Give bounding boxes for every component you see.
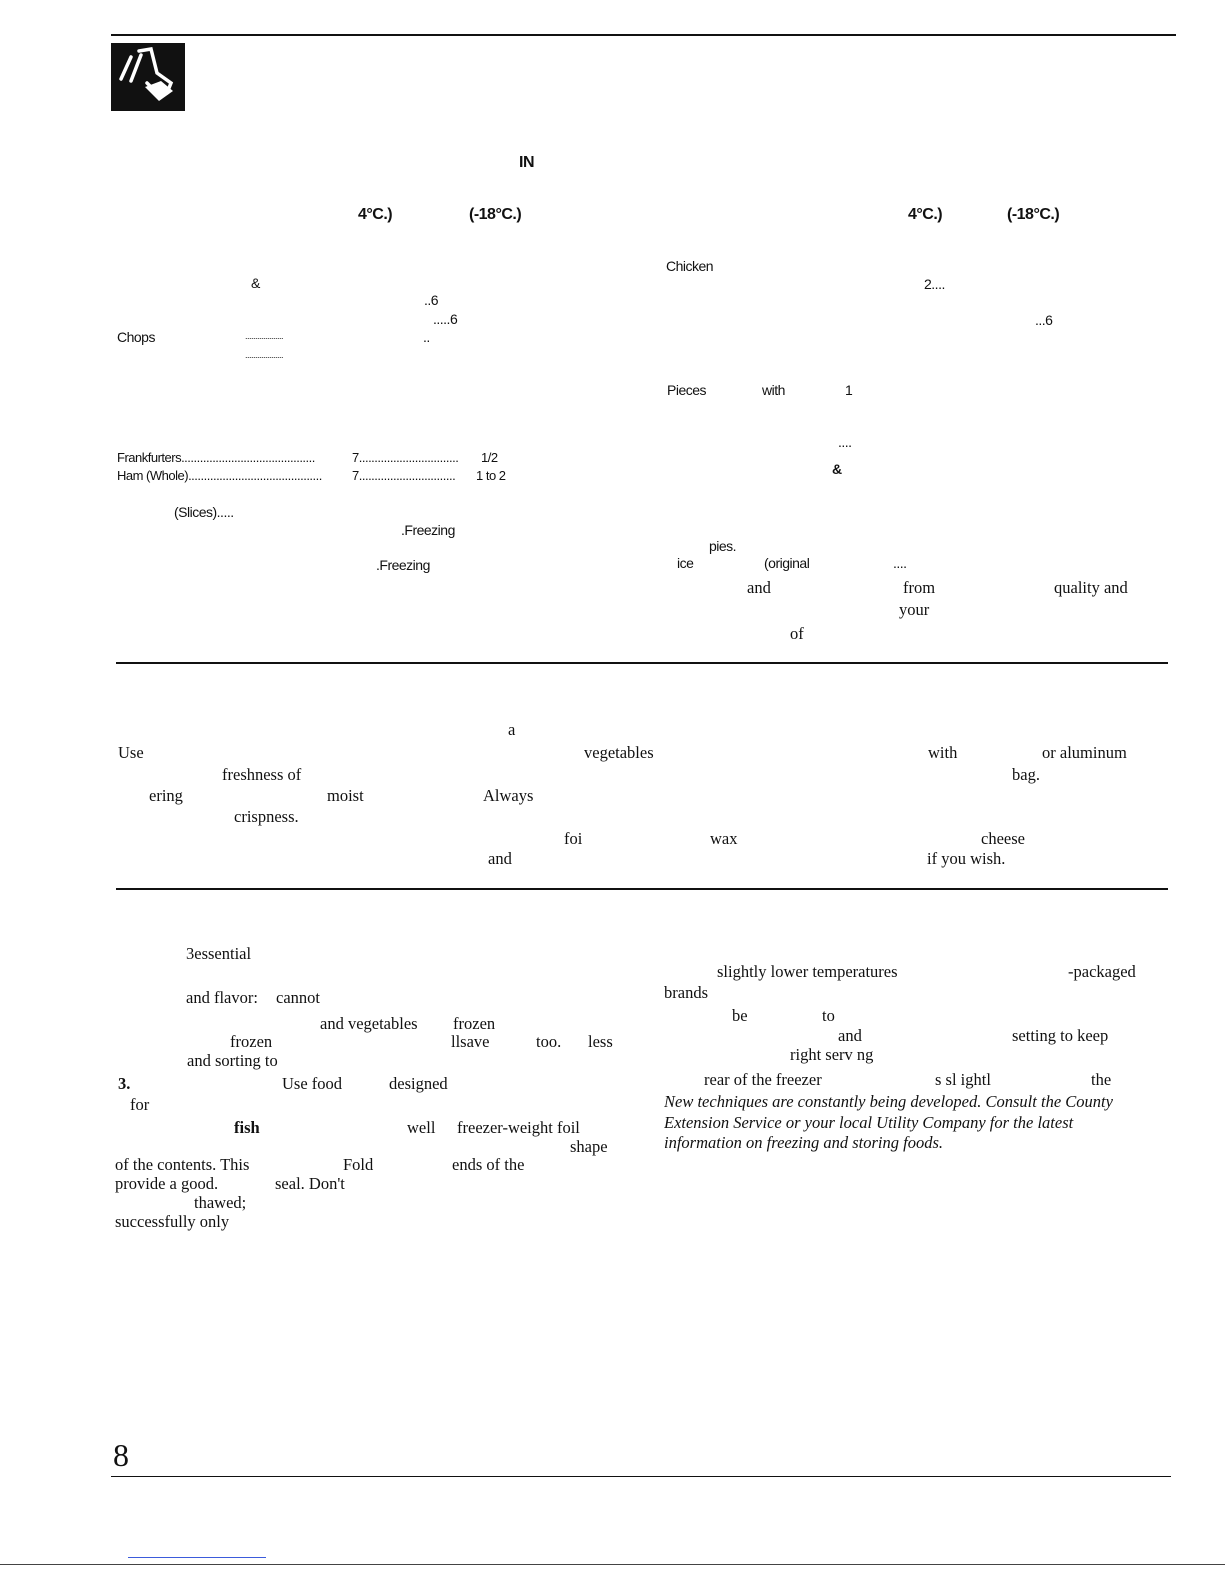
text-fragment: freshness of (222, 765, 302, 784)
text-fragment: successfully only (115, 1212, 230, 1231)
text-fragment: ering (149, 786, 183, 805)
text-fragment: -packaged (1068, 962, 1136, 981)
text-fragment: 3essential (186, 944, 252, 963)
text-fragment: and sorting to (187, 1051, 278, 1070)
table-row-label-pieces: Pieces (667, 382, 707, 398)
hand-pointer-icon (111, 43, 185, 111)
table-ampersand: & (251, 275, 260, 291)
text-fragment: foi (564, 829, 583, 848)
text-fragment: thawed; (194, 1193, 247, 1212)
text-fragment: brands (664, 983, 708, 1002)
text-fragment: of the contents. This (115, 1155, 250, 1174)
text-fragment: with (928, 743, 958, 762)
text-fragment: from (903, 578, 936, 597)
table-value: ..6 (424, 292, 439, 308)
text-fragment: fish (234, 1118, 260, 1137)
text-fragment: slightly lower temperatures (717, 962, 898, 981)
bottom-link-line[interactable] (128, 1557, 266, 1558)
text-fragment: moist (327, 786, 364, 805)
text-fragment: and flavor: (186, 988, 258, 1007)
text-fragment: if you wish. (927, 849, 1006, 868)
text-fragment: and (747, 578, 771, 597)
text-fragment: frozen (230, 1032, 273, 1051)
text-fragment: for (130, 1095, 150, 1114)
table-value: 1/2 (481, 450, 498, 465)
text-fragment: vegetables (584, 743, 654, 762)
table-text: with (762, 382, 785, 398)
list-item-number: 3. (118, 1074, 131, 1093)
note-line: information on freezing and storing foods. (664, 1133, 943, 1152)
text-fragment: to (822, 1006, 835, 1025)
text-fragment: Fold (343, 1155, 374, 1174)
text-fragment: or aluminum (1042, 743, 1127, 762)
left-temp-freezer: (-18°C.) (469, 206, 522, 223)
bottom-rule (0, 1564, 1225, 1565)
table-row-label-slices: (Slices)..... (174, 504, 234, 520)
text-fragment: freezer-weight foil (457, 1118, 580, 1137)
text-fragment: less (588, 1032, 613, 1051)
text-fragment: and vegetables (320, 1014, 418, 1033)
text-fragment: too. (536, 1032, 562, 1051)
text-fragment: rear of the freezer (704, 1070, 822, 1089)
text-fragment: Use (118, 743, 144, 762)
top-rule (111, 34, 1176, 36)
text-fragment: crispness. (234, 807, 299, 826)
text-fragment: seal. Don't (275, 1174, 345, 1193)
text-fragment: provide a good. (115, 1174, 219, 1193)
page-number: 8 (113, 1437, 129, 1473)
note-line: New techniques are constantly being developed. Consult the County (664, 1092, 1113, 1111)
text-fragment: llsave (451, 1032, 490, 1051)
table-value-freezing: .Freezing (401, 522, 455, 538)
table-value-freezing: .Freezing (376, 557, 430, 573)
text-fragment: bag. (1012, 765, 1040, 784)
table-text: ice (677, 555, 694, 571)
table-value: ...6 (1035, 312, 1053, 328)
table-row-label-chicken: Chicken (666, 258, 714, 274)
table-value: 7............................... (352, 468, 456, 483)
text-fragment: Use food (282, 1074, 343, 1093)
footer-rule (111, 1476, 1171, 1477)
section-divider (116, 888, 1168, 890)
text-fragment: and (838, 1026, 862, 1045)
text-fragment: quality and (1054, 578, 1128, 597)
text-fragment: your (899, 600, 930, 619)
table-row-label-frankfurters: Frankfurters........................................... (117, 450, 315, 465)
text-fragment: frozen (453, 1014, 496, 1033)
table-dot-leader: ................... (245, 331, 284, 341)
table-text: pies. (709, 538, 737, 554)
right-temp-fridge: 4°C.) (908, 206, 943, 223)
table-text: (original (764, 555, 810, 571)
text-fragment: Always (483, 786, 534, 805)
text-fragment: designed (389, 1074, 448, 1093)
text-fragment: well (407, 1118, 436, 1137)
table-row-label-ham: Ham (Whole)........................................... (117, 468, 322, 483)
right-temp-freezer: (-18°C.) (1007, 206, 1060, 223)
text-fragment: wax (710, 829, 738, 848)
table-row-label-chops: Chops (117, 329, 155, 345)
section-divider (116, 662, 1168, 664)
text-fragment: shape (570, 1137, 608, 1156)
text-fragment: cannot (276, 988, 320, 1007)
table-ampersand: & (832, 461, 842, 477)
text-fragment: and (488, 849, 512, 868)
note-line: Extension Service or your local Utility Company for the latest (664, 1113, 1074, 1132)
table-text: .... (838, 434, 852, 450)
table-value: .. (423, 329, 430, 345)
left-temp-fridge: 4°C.) (358, 206, 393, 223)
text-fragment: s sl ightl (935, 1070, 991, 1089)
table-value: 2.... (924, 276, 945, 292)
text-fragment: a (508, 720, 516, 739)
table-value: .....6 (433, 311, 458, 327)
table-dot-leader: ................... (245, 350, 284, 360)
text-fragment: be (732, 1006, 748, 1025)
text-fragment: right serv ng (790, 1045, 874, 1064)
table-value: 1 (845, 382, 853, 398)
text-fragment: the (1091, 1070, 1112, 1089)
table-value: 7................................ (352, 450, 459, 465)
table-heading-in: IN (519, 154, 534, 171)
text-fragment: cheese (981, 829, 1025, 848)
text-fragment: setting to keep (1012, 1026, 1109, 1045)
text-fragment: of (790, 624, 804, 643)
text-fragment: ends of the (452, 1155, 525, 1174)
table-value: 1 to 2 (476, 468, 506, 483)
table-text: .... (893, 555, 907, 571)
